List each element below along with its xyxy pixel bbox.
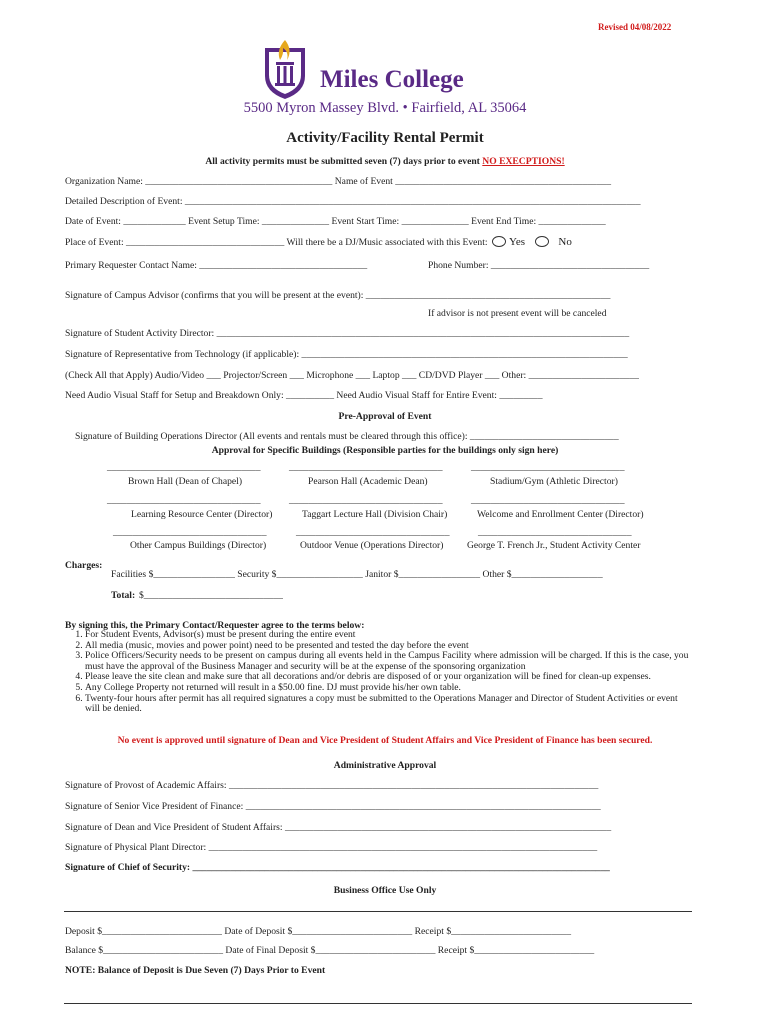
term-item: 2. All media (music, movies and power point) need to be presented and tested the day before the event xyxy=(85,641,689,652)
term-item: 1. For Student Events, Advisor(s) must be present during the entire event xyxy=(85,630,689,641)
college-address: 5500 Myron Massey Blvd. • Fairfield, AL 35064 xyxy=(243,100,527,116)
advisor-signature-field[interactable]: Signature of Campus Advisor (confirms that you will be present at the event): ___________________________________________________ xyxy=(65,290,611,301)
building-welcome-center: Welcome and Enrollment Center (Director) xyxy=(477,509,644,520)
building-taggart-hall: Taggart Lecture Hall (Division Chair) xyxy=(302,509,448,520)
physical-plant-signature-field[interactable]: Signature of Physical Plant Director: _________________________________________________________________________________ xyxy=(65,842,598,853)
pre-approval-heading: Pre-Approval of Event xyxy=(338,411,432,422)
total-label: Total: xyxy=(111,590,136,601)
deposit-fields[interactable]: Deposit $_________________________ Date of Deposit $_________________________ Receipt $_________________________ xyxy=(65,926,572,937)
building-other-campus: Other Campus Buildings (Director) xyxy=(130,540,267,551)
building-pearson-hall: Pearson Hall (Academic Dean) xyxy=(308,476,428,487)
yes-radio[interactable] xyxy=(492,236,506,247)
building-sig-line[interactable]: ________________________________ xyxy=(471,462,625,473)
date-time-fields[interactable]: Date of Event: _____________ Event Setup Time: ______________ Event Start Time: ______________ Event End Time: ______________ xyxy=(65,216,606,227)
building-outdoor-venue: Outdoor Venue (Operations Director) xyxy=(300,540,444,551)
building-stadium-gym: Stadium/Gym (Athletic Director) xyxy=(490,476,618,487)
admin-approval-heading: Administrative Approval xyxy=(333,760,437,771)
divider-line xyxy=(64,911,692,912)
requester-field[interactable]: Primary Requester Contact Name: ___________________________________ xyxy=(65,260,368,271)
term-item: 6. Twenty-four hours after permit has all required signatures a copy must be submitted to the Operations Manager and Director of Student Activities or event will be denied. xyxy=(85,694,689,715)
student-director-signature-field[interactable]: Signature of Student Activity Director: ______________________________________________________________________________________ xyxy=(65,328,630,339)
building-learning-resource-center: Learning Resource Center (Director) xyxy=(131,509,273,520)
provost-signature-field[interactable]: Signature of Provost of Academic Affairs: _____________________________________________________________________________ xyxy=(65,780,599,791)
building-sig-line[interactable]: ________________________________ xyxy=(289,462,443,473)
term-item: 3. Police Officers/Security needs to be present on campus during all events held in the Campus Facility where admission will be charged. If this is the case, you must have the approval of the Business Manager and security will be at the expense of the sponsoring organization xyxy=(85,651,689,672)
divider-line xyxy=(64,1003,692,1004)
buildings-heading: Approval for Specific Buildings (Responsible parties for the buildings only sign here) xyxy=(211,445,559,456)
building-sig-line[interactable]: ________________________________ xyxy=(107,495,261,506)
term-item: 4. Please leave the site clean and make sure that all decorations and/or debris are disposed of or your organization will be fined for clean-up expenses. xyxy=(85,672,689,683)
building-sig-line[interactable]: ________________________________ xyxy=(296,527,450,538)
building-brown-hall: Brown Hall (Dean of Chapel) xyxy=(128,476,243,487)
advisor-note: If advisor is not present event will be canceled xyxy=(428,308,607,319)
phone-field[interactable]: Phone Number: _________________________________ xyxy=(428,260,650,271)
notice-emphasis: NO EXECPTIONS! xyxy=(482,156,565,167)
terms-heading: By signing this, the Primary Contact/Requester agree to the terms below: xyxy=(65,620,365,631)
av-staff-field[interactable]: Need Audio Visual Staff for Setup and Breakdown Only: __________ Need Audio Visual Staff for Entire Event: _________ xyxy=(65,390,543,401)
no-radio[interactable] xyxy=(535,236,549,247)
notice-text: All activity permits must be submitted seven (7) days prior to event xyxy=(205,156,480,167)
form-title: Activity/Facility Rental Permit xyxy=(286,130,484,146)
submission-notice xyxy=(0,156,770,167)
building-sig-line[interactable]: ________________________________ xyxy=(113,527,267,538)
charges-label: Charges: xyxy=(65,560,103,571)
description-field[interactable]: Detailed Description of Event: _______________________________________________________________________________________________ xyxy=(65,196,641,207)
charges-fields[interactable]: Facilities $_________________ Security $__________________ Janitor $_________________ Other $___________________ xyxy=(111,569,603,580)
approval-warning: No event is approved until signature of Dean and Vice President of Student Affairs and Vice President of Finance has been secured. xyxy=(117,735,653,746)
dean-vp-signature-field[interactable]: Signature of Dean and Vice President of Student Affairs: ____________________________________________________________________ xyxy=(65,822,612,833)
technology-signature-field[interactable]: Signature of Representative from Technology (if applicable): ____________________________________________________________________ xyxy=(65,349,628,360)
security-signature-field[interactable]: Signature of Chief of Security: _______________________________________________________________________________________ xyxy=(65,862,610,873)
deposit-note: NOTE: Balance of Deposit is Due Seven (7) Days Prior to Event xyxy=(65,965,326,976)
operations-signature-field[interactable]: Signature of Building Operations Director (All events and rentals must be cleared through this office): _______________________________ xyxy=(75,431,619,442)
building-sig-line[interactable]: ________________________________ xyxy=(471,495,625,506)
term-item: 5. Any College Property not returned will result in a $50.00 fine. DJ must provide his/her own table. xyxy=(85,683,689,694)
building-sig-line[interactable]: ________________________________ xyxy=(289,495,443,506)
terms-list xyxy=(63,630,689,715)
no-label: No xyxy=(558,236,572,248)
total-field[interactable]: $_____________________________ xyxy=(139,590,283,601)
yes-label: Yes xyxy=(508,236,525,248)
college-name: Miles College xyxy=(320,66,464,93)
organization-name-field[interactable]: Organization Name: _______________________________________ Name of Event _____________________________________________ xyxy=(65,176,612,187)
business-office-heading: Business Office Use Only xyxy=(333,885,437,896)
building-sig-line[interactable]: ________________________________ xyxy=(107,462,261,473)
building-sig-line[interactable]: ________________________________ xyxy=(478,527,632,538)
balance-fields[interactable]: Balance $_________________________ Date of Final Deposit $_________________________ Receipt $_________________________ xyxy=(65,945,595,956)
revised-date: Revised 04/08/2022 xyxy=(598,22,672,32)
place-field[interactable]: Place of Event: _________________________________ Will there be a DJ/Music associated with this Event: xyxy=(65,237,488,248)
equipment-checklist[interactable]: (Check All that Apply) Audio/Video ___ Projector/Screen ___ Microphone ___ Laptop ___ CD/DVD Player ___ Other: _______________________ xyxy=(65,370,639,381)
place-dj-field xyxy=(65,236,572,248)
svp-finance-signature-field[interactable]: Signature of Senior Vice President of Finance: __________________________________________________________________________ xyxy=(65,801,601,812)
college-logo xyxy=(262,38,308,100)
building-student-activity-center: George T. French Jr., Student Activity Center xyxy=(467,540,641,551)
